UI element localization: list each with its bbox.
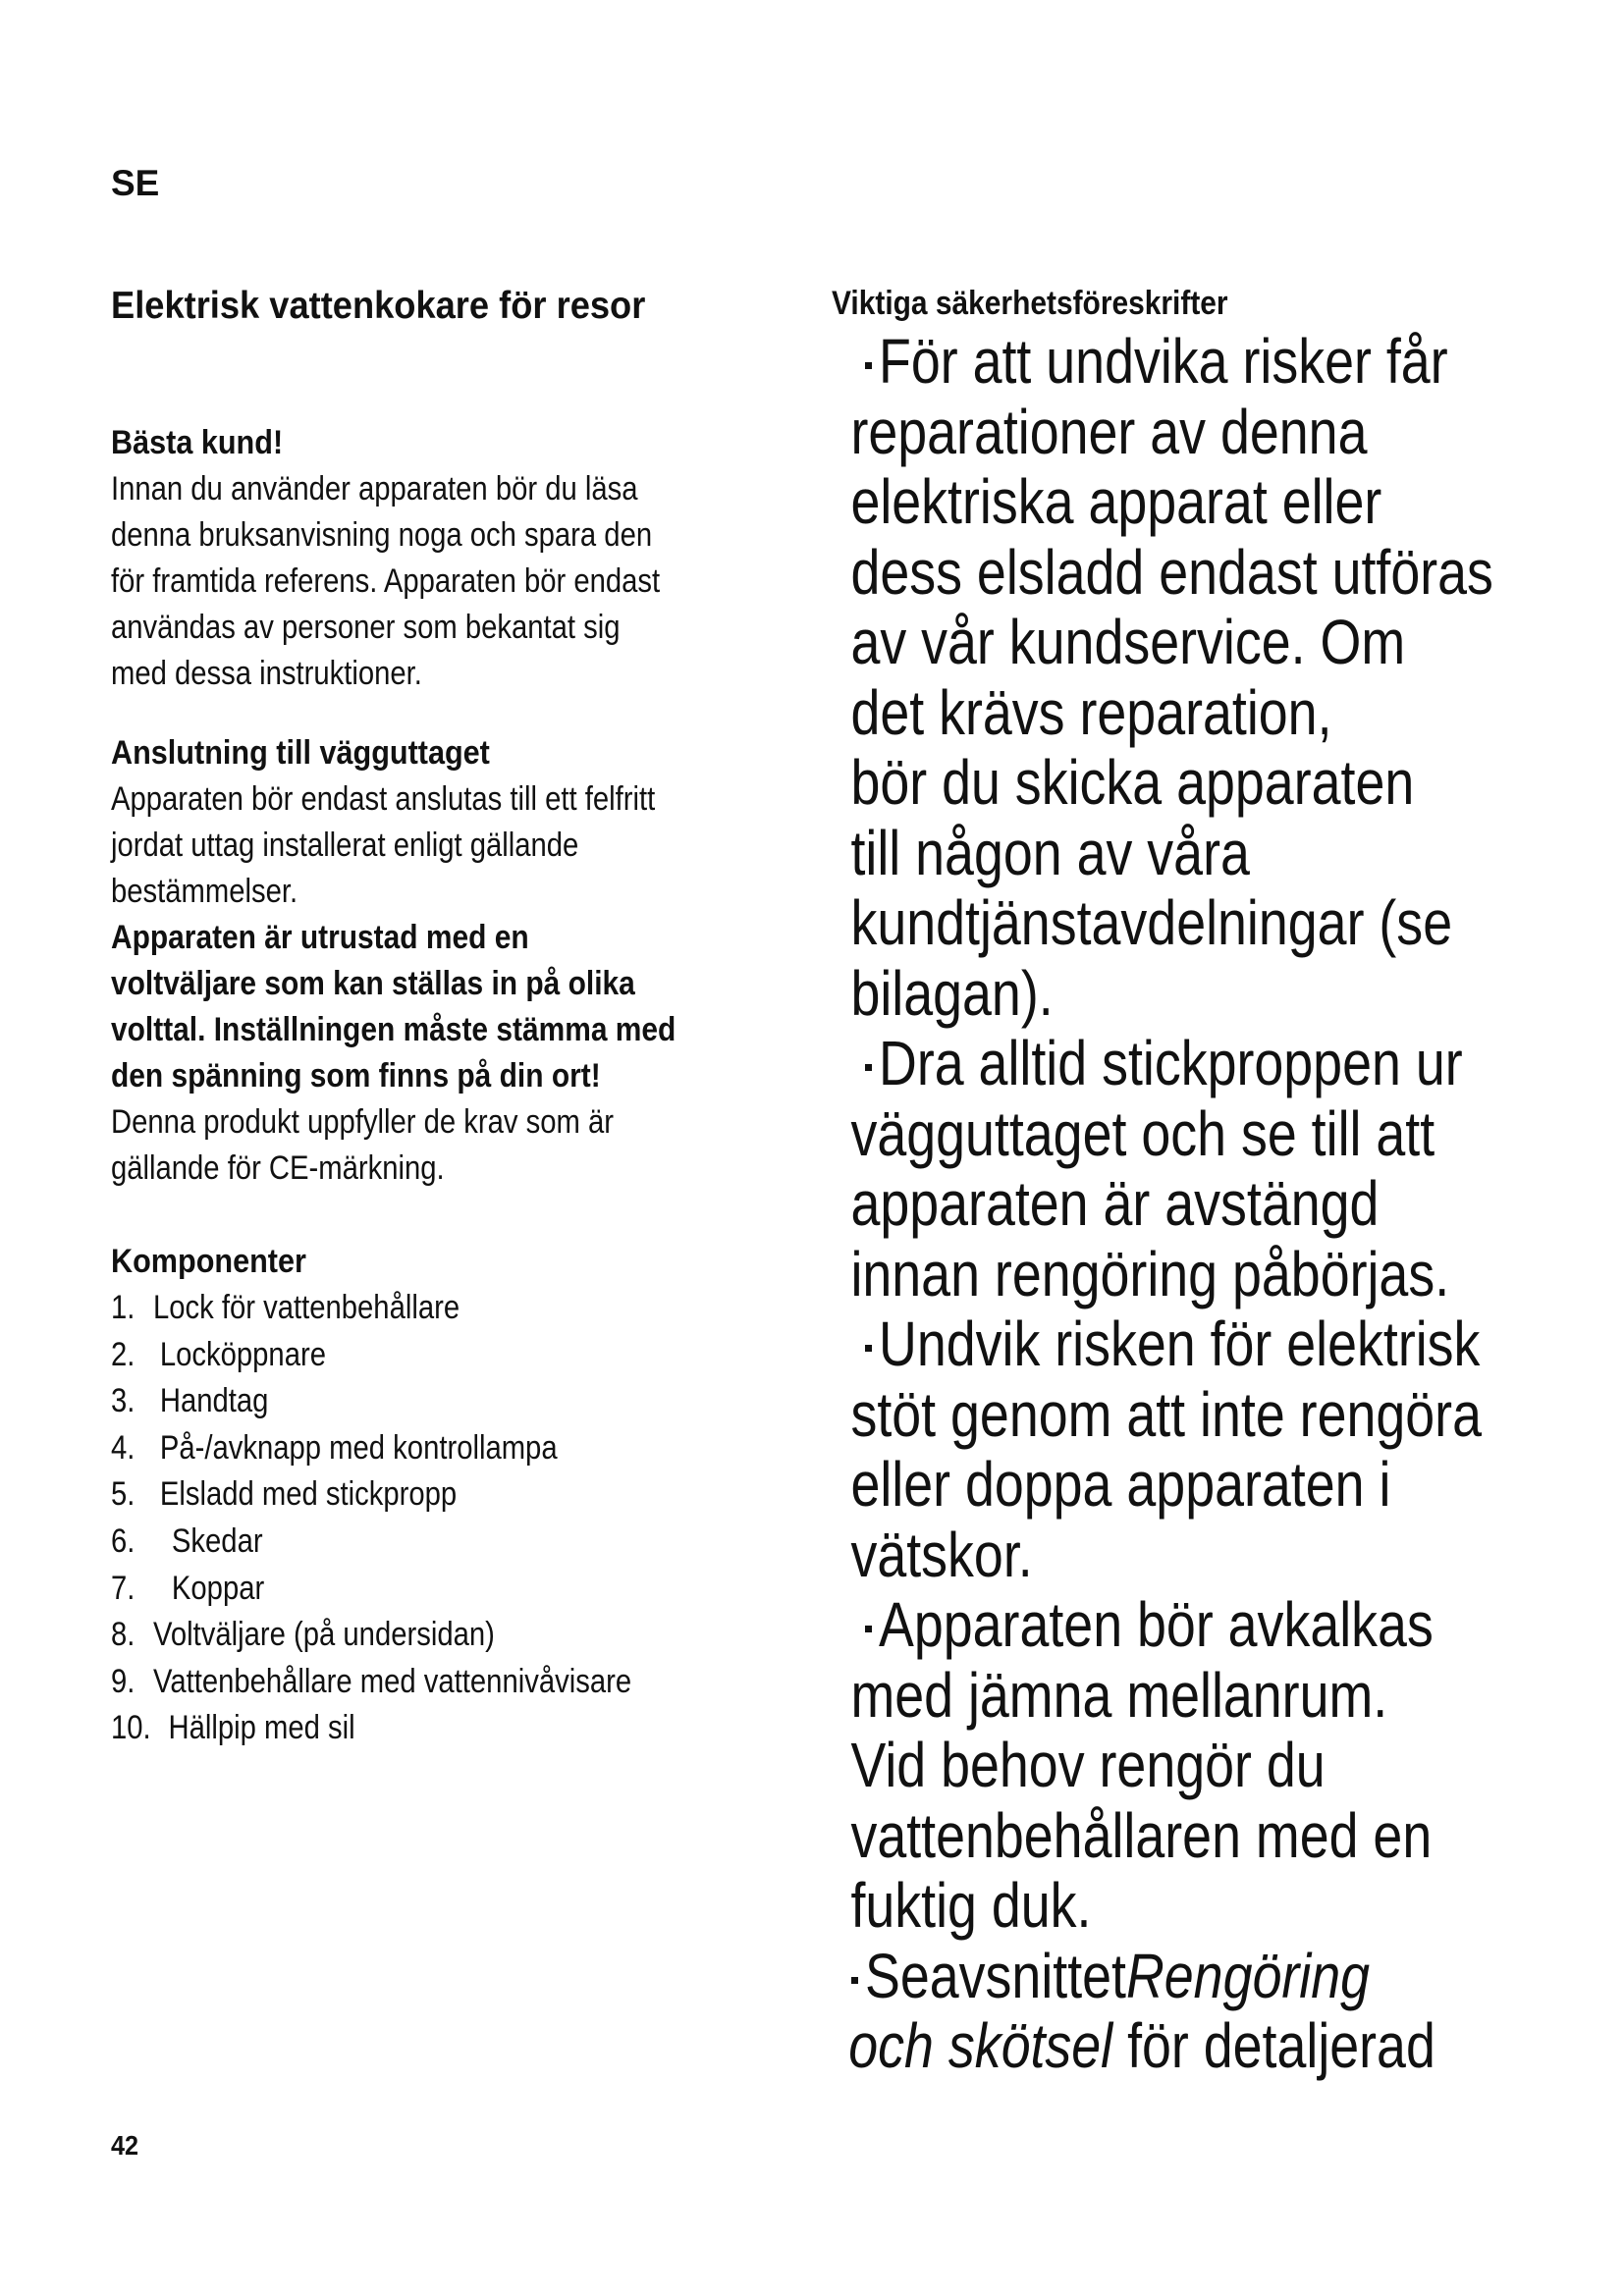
bullet-marker xyxy=(865,1345,872,1352)
connection-heading: Anslutning till vägguttaget xyxy=(111,734,490,772)
safety-bullet-text xyxy=(850,1589,1522,1942)
document-title: Elektrisk vattenkokare för resor xyxy=(111,285,646,327)
component-number: 8. xyxy=(111,1616,135,1654)
bullet-line: till någon av våra xyxy=(850,817,1250,888)
component-text: Voltväljare (på undersidan) xyxy=(153,1616,495,1654)
bullet-line: Vid behov rengör du xyxy=(850,1730,1326,1800)
connection-line: Apparaten bör endast anslutas till ett felfritt xyxy=(111,780,656,818)
component-item xyxy=(111,1566,702,1613)
voltage-warning-line: voltväljare som kan ställas in på olika xyxy=(111,965,635,1002)
connection-line: bestämmelser. xyxy=(111,873,298,910)
bullet-line: Dra alltid stickproppen ur xyxy=(879,1028,1463,1098)
ce-line: Denna produkt uppfyller de krav som är xyxy=(111,1103,614,1141)
component-text: Handtag xyxy=(159,1382,269,1420)
bullet-line: det krävs reparation, xyxy=(850,676,1332,748)
connection-section xyxy=(111,730,798,1192)
safety-bullet-text xyxy=(850,1028,1522,1309)
safety-bullet xyxy=(832,1309,1519,1590)
bullet-marker xyxy=(865,362,872,369)
component-text: Skedar xyxy=(171,1522,263,1560)
component-number: 7. xyxy=(111,1569,135,1607)
component-text: Lock för vattenbehållare xyxy=(153,1289,460,1326)
bullet-suffix: för detaljerad xyxy=(1112,2010,1435,2081)
bullet-line: bilagan). xyxy=(850,957,1054,1029)
components-heading: Komponenter xyxy=(111,1243,306,1280)
component-item xyxy=(111,1425,702,1472)
component-item xyxy=(111,1659,702,1706)
bullet-line: eller doppa apparaten i xyxy=(850,1449,1391,1520)
greeting-line: för framtida referens. Apparaten bör endast xyxy=(111,562,661,600)
component-number: 5. xyxy=(111,1475,135,1514)
bullet-line: vätskor. xyxy=(850,1519,1033,1590)
bullet-line: stöt genom att inte rengöra xyxy=(850,1378,1482,1450)
bullet-marker xyxy=(865,1064,872,1071)
component-item xyxy=(111,1471,702,1519)
bullet-line: elektriska apparat eller xyxy=(850,466,1382,537)
bullet-line: innan rengöring påbörjas. xyxy=(850,1238,1450,1309)
component-number: 10. xyxy=(111,1709,151,1747)
voltage-warning-line: den spänning som finns på din ort! xyxy=(111,1057,601,1095)
safety-bullet-text xyxy=(850,1308,1522,1590)
safety-bullet xyxy=(832,327,1519,1029)
bullet-line: Undvik risken för elektrisk xyxy=(879,1308,1481,1379)
bullet-line: av vår kundservice. Om xyxy=(850,607,1406,677)
language-code: SE xyxy=(111,163,160,203)
safety-bullet-text xyxy=(850,326,1522,1029)
component-number: 6. xyxy=(111,1522,135,1560)
safety-bullet xyxy=(832,1942,1519,2082)
bullet-line: vattenbehållaren med en xyxy=(850,1799,1433,1871)
connection-line: jordat uttag installerat enligt gällande xyxy=(111,827,579,864)
component-item xyxy=(111,1519,702,1566)
components-list xyxy=(111,1285,798,1752)
bullet-line: bör du skicka apparaten xyxy=(850,747,1415,818)
bullet-marker xyxy=(851,1977,858,1984)
bullet-line: fuktig duk. xyxy=(850,1870,1092,1941)
bullet-line: apparaten är avstängd xyxy=(850,1168,1380,1239)
component-item xyxy=(111,1378,702,1425)
component-number: 2. xyxy=(111,1335,135,1373)
component-item xyxy=(111,1332,702,1379)
component-number: 4. xyxy=(111,1428,135,1467)
voltage-warning-line: volttal. Inställningen måste stämma med xyxy=(111,1011,677,1048)
component-number: 1. xyxy=(111,1289,135,1326)
page-number: 42 xyxy=(111,2130,139,2161)
component-text: Koppar xyxy=(171,1569,265,1607)
component-item xyxy=(111,1705,702,1752)
ce-line: gällande för CE-märkning. xyxy=(111,1149,445,1187)
component-text: Elsladd med stickpropp xyxy=(159,1475,458,1514)
bullet-line: reparationer av denna xyxy=(850,396,1368,467)
component-text: Vattenbehållare med vattennivåvisare xyxy=(153,1662,632,1700)
component-number: 3. xyxy=(111,1382,135,1420)
right-column xyxy=(832,281,1519,2082)
bullet-line: med jämna mellanrum. xyxy=(850,1659,1388,1731)
bullet-line: vägguttaget och se till att xyxy=(850,1097,1435,1169)
bullet-prefix: Seavsnittet xyxy=(865,1940,1126,2011)
bullet-italic-ref: och skötsel xyxy=(848,2010,1113,2081)
component-item xyxy=(111,1285,702,1332)
bullet-line: Apparaten bör avkalkas xyxy=(879,1589,1434,1660)
component-text: Locköppnare xyxy=(159,1335,326,1373)
component-text: På-/avknapp med kontrollampa xyxy=(159,1428,558,1467)
voltage-warning-line: Apparaten är utrustad med en xyxy=(111,919,529,956)
bullet-italic-ref: Rengöring xyxy=(1125,1940,1371,2011)
bullet-line xyxy=(848,2011,1508,2082)
components-section xyxy=(111,1239,798,1752)
greeting-heading: Bästa kund! xyxy=(111,424,284,461)
greeting-line: denna bruksanvisning noga och spara den xyxy=(111,516,653,554)
component-item xyxy=(111,1612,702,1659)
greeting-line: med dessa instruktioner. xyxy=(111,655,422,692)
bullet-marker xyxy=(865,1626,872,1632)
greeting-line: Innan du använder apparaten bör du läsa xyxy=(111,470,638,507)
safety-bullet xyxy=(832,1029,1519,1309)
bullet-line: kundtjänstavdelningar (se xyxy=(850,887,1453,958)
safety-bullet xyxy=(832,1590,1519,1942)
bullet-line xyxy=(865,1942,1508,2012)
bullet-line: dess elsladd endast utföras xyxy=(850,536,1493,608)
safety-bullet-text xyxy=(848,1940,1508,2082)
greeting-section xyxy=(111,420,798,697)
component-text: Hällpip med sil xyxy=(168,1709,355,1747)
greeting-line: användas av personer som bekantat sig xyxy=(111,609,621,646)
safety-heading: Viktiga säkerhetsföreskrifter xyxy=(832,285,1228,322)
left-column xyxy=(111,281,798,1752)
bullet-line: För att undvika risker får xyxy=(879,326,1448,397)
component-number: 9. xyxy=(111,1662,135,1700)
